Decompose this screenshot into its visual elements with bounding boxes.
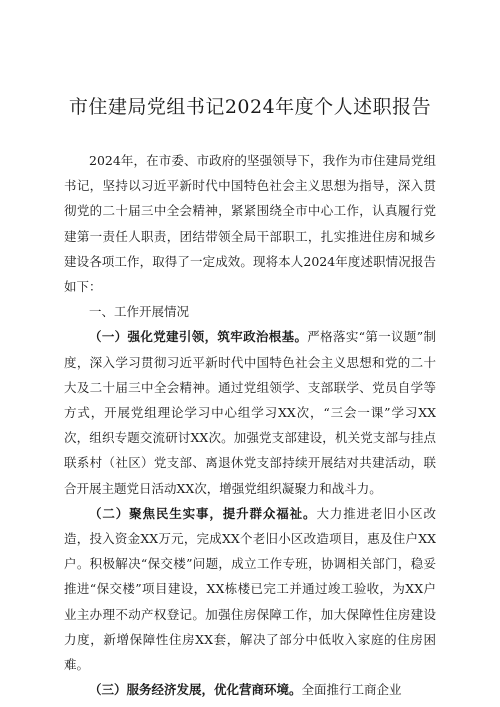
sub-section-2 (64, 501, 436, 677)
sub-section-2-heading: （二）聚焦民生实事，提升群众福祉。 (89, 505, 317, 521)
sub-section-3 (64, 677, 436, 702)
intro-paragraph: 2024年，在市委、市政府的坚强领导下，我作为市住建局党组书记，坚持以习近平新时代中国特色社会主义思想为指导，深入贯彻党的二十届三中全会精神，紧紧围绕全市中心工作，认真履行党建第一责任人职责，团结带领全局干部职工，扎实推进住房和城乡建设各项工作，取得了一定成效。现将本人2024年度述职情况报告如下： (64, 153, 436, 295)
sub-section-1-heading: （一）强化党建引领，筑牢政治根基。 (89, 329, 308, 345)
section-heading: 一、工作开展情况 (89, 304, 190, 320)
sub-section-2-text: 大力推进老旧小区改造，投入资金XX万元，完成XX个老旧小区改造项目，惠及住户XX户。积极解决“保交楼”问题，成立工作专班，协调相关部门，稳妥推进“保交楼”项目建设，XX栋楼已完工并通过竣工验收，为XX户业主办理不动产权登记。加强住房保障工作，加大保障性住房建设力度，新增保障性住房XX套，解决了部分中低收入家庭的住房困难。 (64, 505, 436, 673)
sub-section-3-text: 全面推行工商企业 (301, 682, 402, 698)
sub-section-3-heading: （三）服务经济发展，优化营商环境。 (89, 682, 302, 698)
document-body (64, 148, 436, 702)
sub-section-1 (64, 324, 436, 500)
document-title: 市住建局党组书记2024年度个人述职报告 (68, 96, 432, 118)
sub-section-1-text: 严格落实“第一议题”制度，深入学习贯彻习近平新时代中国特色社会主义思想和党的二十大及二十届三中全会精神。通过党组领学、支部联学、党员自学等方式，开展党组理论学习中心组学习XX次，“三会一课”学习XX次，组织专题交流研讨XX次。加强党支部建设，机关党支部与挂点联系村（社区）党支部、离退休党支部持续开展结对共建活动，联合开展主题党日活动XX次，增强党组织凝聚力和战斗力。 (64, 329, 436, 496)
